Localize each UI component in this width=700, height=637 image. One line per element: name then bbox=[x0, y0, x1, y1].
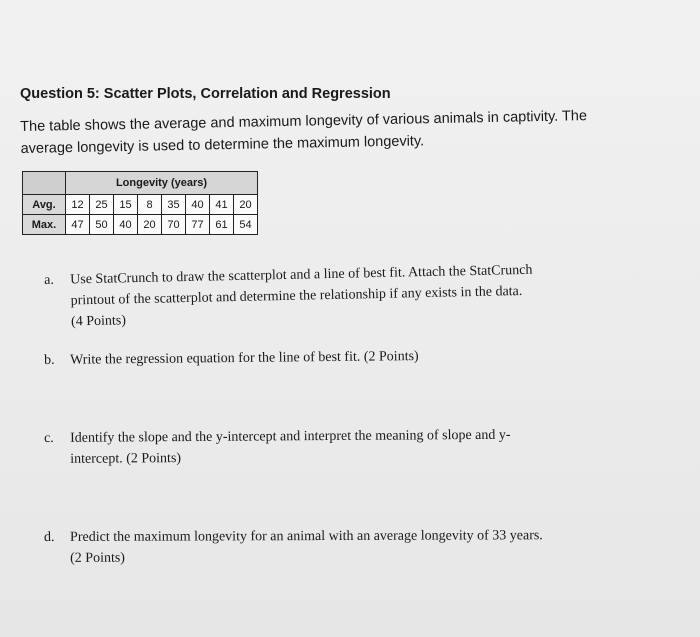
question-line: Identify the slope and the y-intercept and interpret the meaning of slope and y- bbox=[70, 427, 511, 446]
table-header-row bbox=[23, 172, 258, 195]
table-cell: 12 bbox=[66, 195, 90, 215]
question-text bbox=[70, 257, 685, 333]
question-d bbox=[44, 525, 694, 569]
question-letter: a. bbox=[44, 272, 55, 288]
table-cell: 15 bbox=[114, 195, 138, 215]
question-line: Predict the maximum longevity for an animal with an average longevity of 33 years. bbox=[70, 528, 543, 545]
table-cell: 20 bbox=[138, 215, 162, 235]
table-cell: 20 bbox=[234, 195, 258, 215]
question-heading: Question 5: Scatter Plots, Correlation and Regression bbox=[20, 86, 391, 102]
table-cell: 61 bbox=[210, 215, 234, 235]
table-header: Longevity (years) bbox=[66, 172, 258, 195]
table-corner-cell bbox=[23, 172, 66, 195]
intro-paragraph bbox=[20, 103, 686, 160]
table-cell: 40 bbox=[186, 195, 210, 215]
question-text bbox=[70, 424, 684, 470]
question-text bbox=[70, 525, 694, 569]
row-label-avg: Avg. bbox=[23, 195, 66, 215]
table-cell: 77 bbox=[186, 215, 210, 235]
question-line: (4 Points) bbox=[70, 313, 127, 330]
question-line: (2 Points) bbox=[70, 550, 125, 566]
question-a bbox=[44, 257, 685, 333]
table-row bbox=[23, 195, 258, 215]
question-letter: b. bbox=[44, 352, 55, 368]
table-cell: 54 bbox=[234, 215, 258, 235]
question-line: Use StatCrunch to draw the scatterplot and a line of best fit. Attach the StatCrunch bbox=[70, 262, 533, 288]
table-row bbox=[23, 215, 258, 235]
table-cell: 25 bbox=[90, 195, 114, 215]
table-cell: 47 bbox=[66, 215, 90, 235]
question-line: printout of the scatterplot and determine the relationship if any exists in the data. bbox=[70, 283, 523, 309]
question-letter: d. bbox=[44, 529, 55, 545]
table-cell: 70 bbox=[162, 215, 186, 235]
longevity-table bbox=[22, 171, 258, 235]
question-text bbox=[70, 343, 684, 370]
question-b bbox=[44, 343, 684, 371]
table-cell: 8 bbox=[138, 195, 162, 215]
question-c bbox=[44, 424, 684, 470]
question-line: intercept. (2 Points) bbox=[70, 451, 182, 467]
intro-line-2: average longevity is used to determine the maximum longevity. bbox=[20, 133, 425, 157]
intro-line-1: The table shows the average and maximum longevity of various animals in captivity. The bbox=[20, 108, 588, 135]
question-line: Write the regression equation for the line of best fit. (2 Points) bbox=[70, 349, 419, 368]
row-label-max: Max. bbox=[23, 215, 66, 235]
table-cell: 40 bbox=[114, 215, 138, 235]
table-cell: 35 bbox=[162, 195, 186, 215]
table-cell: 50 bbox=[90, 215, 114, 235]
question-letter: c. bbox=[44, 430, 54, 446]
table-cell: 41 bbox=[210, 195, 234, 215]
